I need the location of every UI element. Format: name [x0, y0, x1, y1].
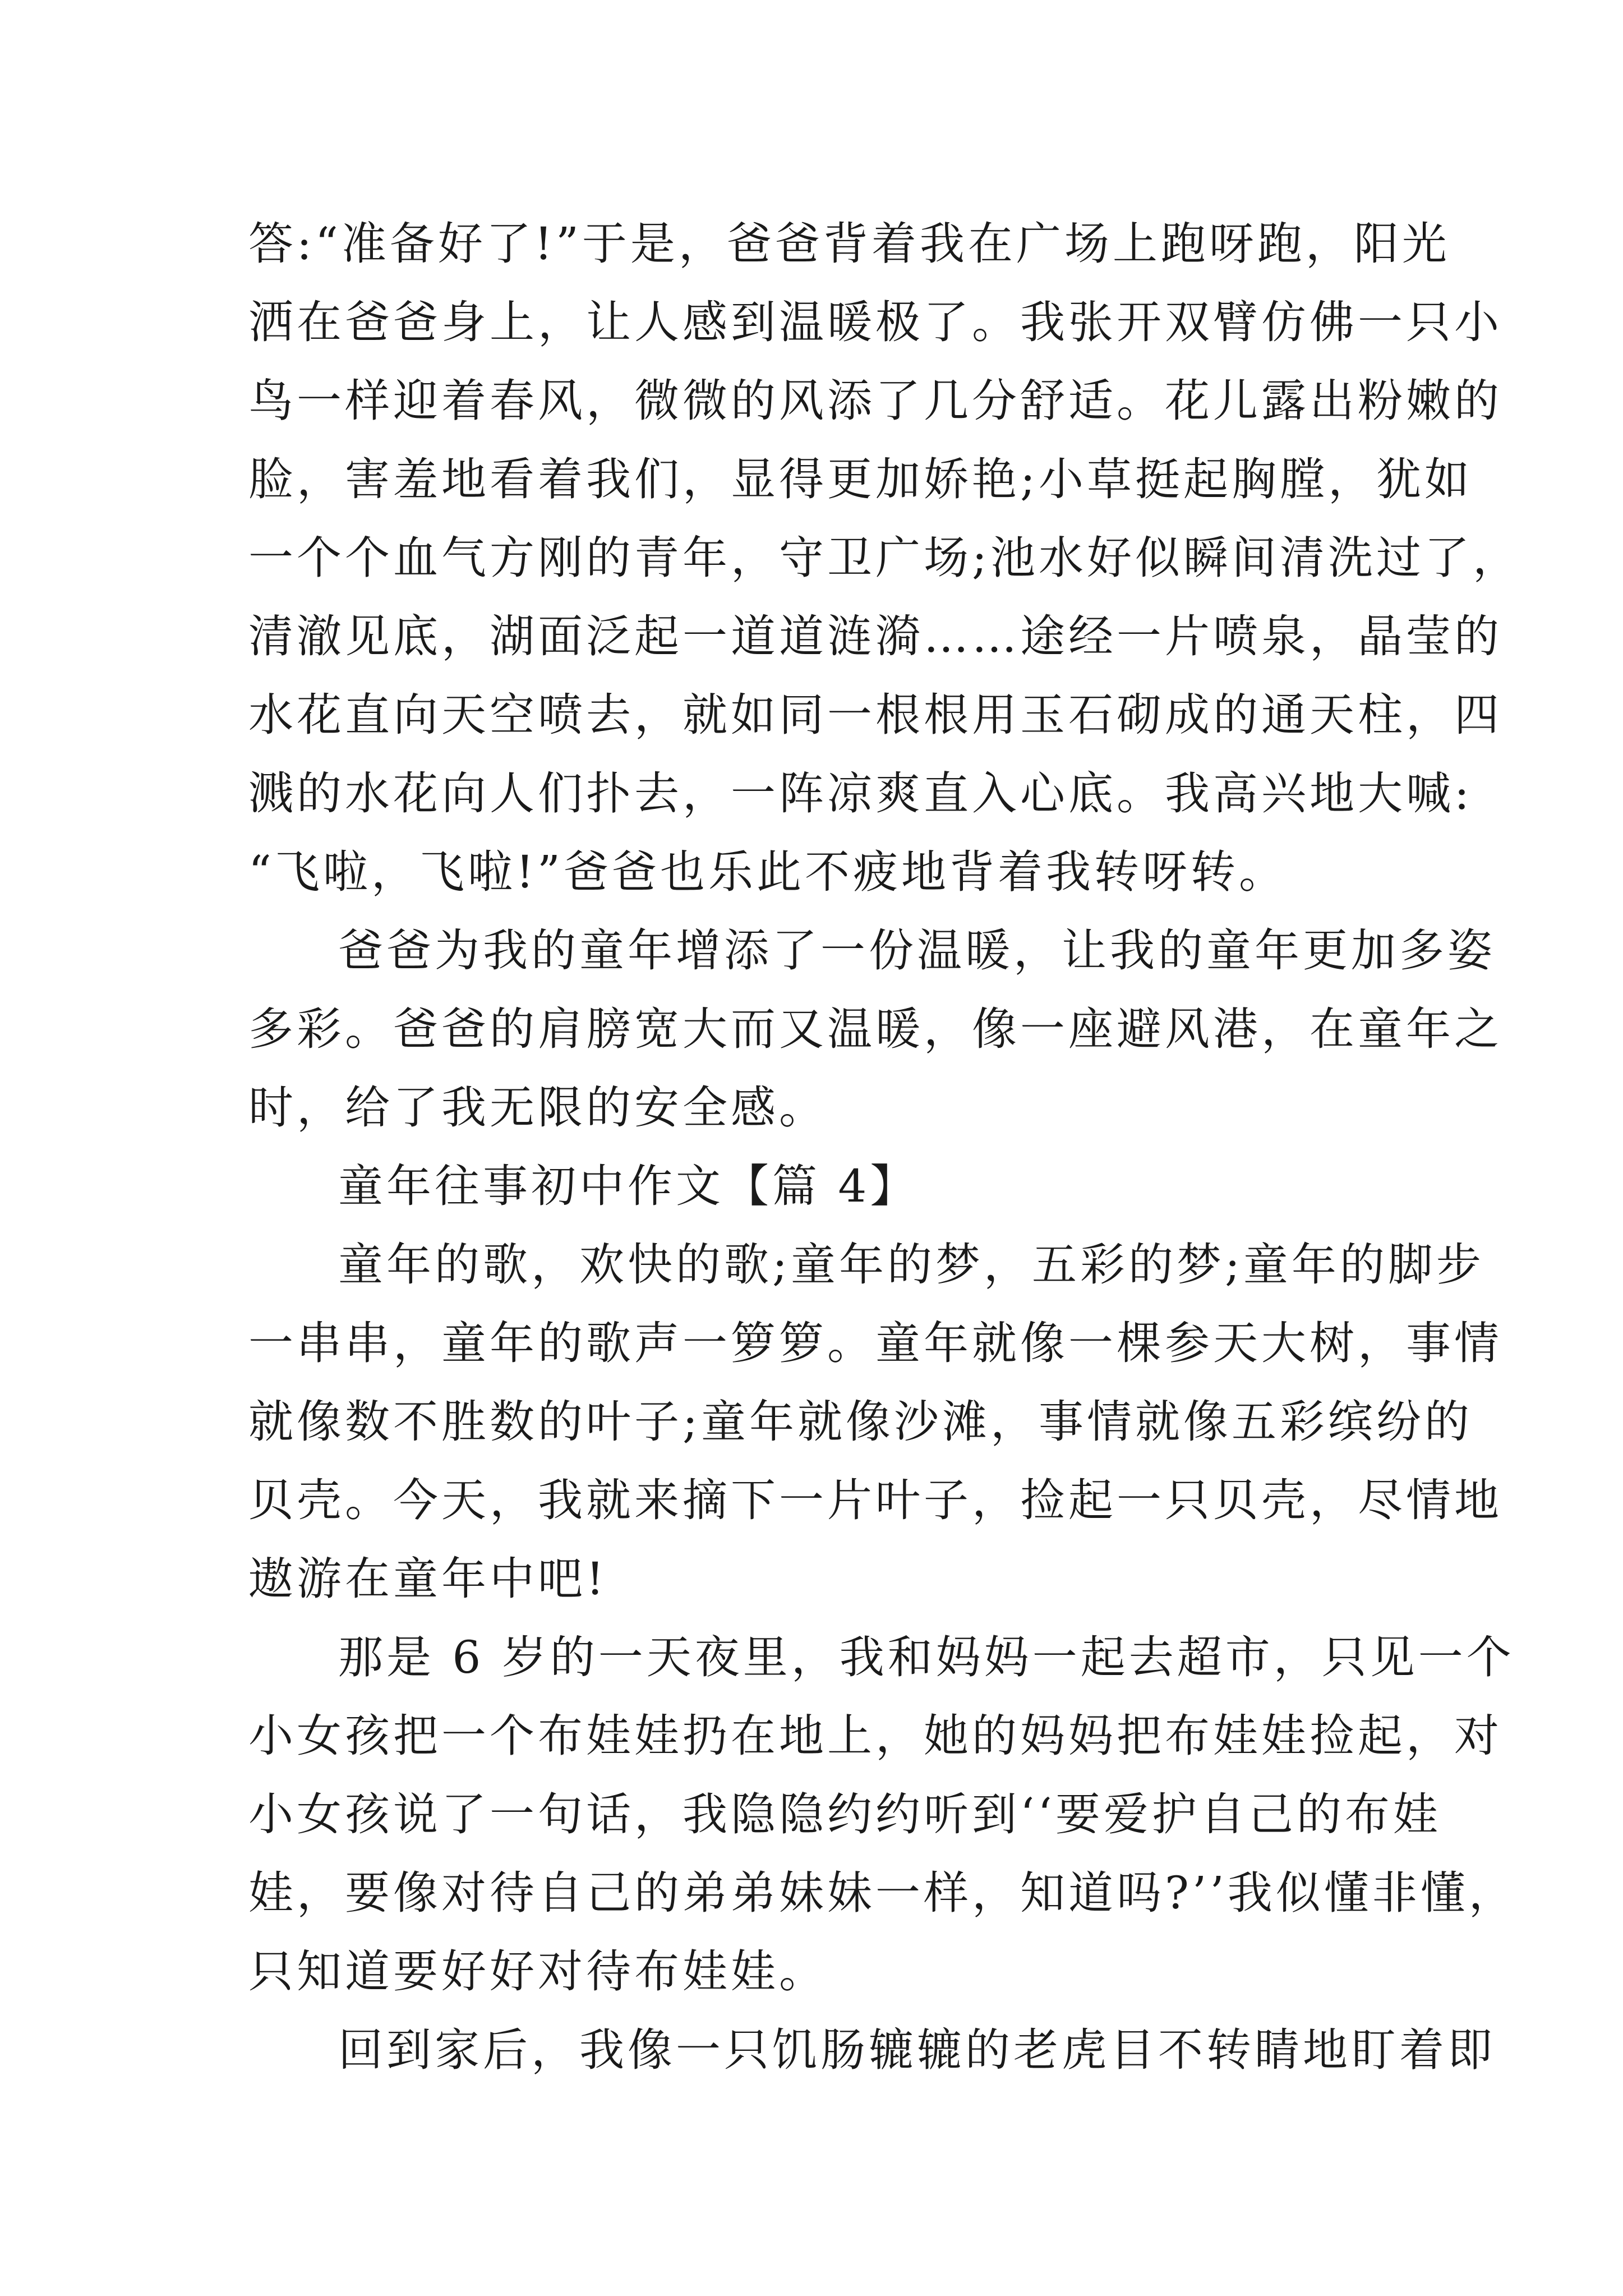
- text-line: 脸，害羞地看着我们，显得更加娇艳;小草挺起胸膛，犹如: [248, 453, 1473, 505]
- text-line: 答:“准备好了!”于是，爸爸背着我在广场上跑呀跑，阳光: [248, 218, 1450, 270]
- text-line: 洒在爸爸身上，让人感到温暖极了。我张开双臂仿佛一只小: [248, 296, 1502, 348]
- text-line: 贝壳。今天，我就来摘下一片叶子，捡起一只贝壳，尽情地: [248, 1474, 1502, 1526]
- text-line: 溅的水花向人们扑去，一阵凉爽直入心底。我高兴地大喊:: [248, 767, 1473, 820]
- text-line: “飞啦，飞啦!”爸爸也乐此不疲地背着我转呀转。: [248, 846, 1287, 898]
- text-line: 遨游在童年中吧!: [248, 1553, 608, 1605]
- text-line: 水花直向天空喷去，就如同一根根用玉石砌成的通天柱，四: [248, 689, 1502, 741]
- text-line: 时，给了我无限的安全感。: [248, 1082, 827, 1134]
- text-line: 一个个血气方刚的青年，守卫广场;池水好似瞬间清洗过了，: [248, 532, 1521, 584]
- text-line: 小女孩说了一句话，我隐隐约约听到‘‘要爱护自己的布娃: [248, 1788, 1441, 1841]
- text-line: 娃，要像对待自己的弟弟妹妹一样，知道吗?’’我似懂非懂，: [248, 1867, 1517, 1919]
- text-line: 清澈见底，湖面泛起一道道涟漪……途经一片喷泉，晶莹的: [248, 610, 1502, 662]
- text-line: 回到家后，我像一只饥肠辘辘的老虎目不转睛地盯着即: [338, 2024, 1496, 2076]
- text-line: 鸟一样迎着春风，微微的风添了几分舒适。花儿露出粉嫩的: [248, 375, 1502, 427]
- document-body: [248, 205, 1521, 2090]
- text-line: 那是 6 岁的一天夜里，我和妈妈一起去超市，只见一个: [338, 1631, 1515, 1683]
- text-line: 就像数不胜数的叶子;童年就像沙滩，事情就像五彩缤纷的: [248, 1396, 1473, 1448]
- text-line: 多彩。爸爸的肩膀宽大而又温暖，像一座避风港，在童年之: [248, 1003, 1502, 1055]
- text-line: 爸爸为我的童年增添了一份温暖，让我的童年更加多姿: [338, 924, 1496, 977]
- text-line: 小女孩把一个布娃娃扔在地上，她的妈妈把布娃娃捡起，对: [248, 1710, 1502, 1762]
- section-heading: 童年往事初中作文【篇 4】: [338, 1160, 919, 1212]
- text-line: 只知道要好好对待布娃娃。: [248, 1945, 827, 1998]
- text-line: 一串串，童年的歌声一箩箩。童年就像一棵参天大树，事情: [248, 1317, 1502, 1369]
- text-line: 童年的歌，欢快的歌;童年的梦，五彩的梦;童年的脚步: [338, 1239, 1484, 1291]
